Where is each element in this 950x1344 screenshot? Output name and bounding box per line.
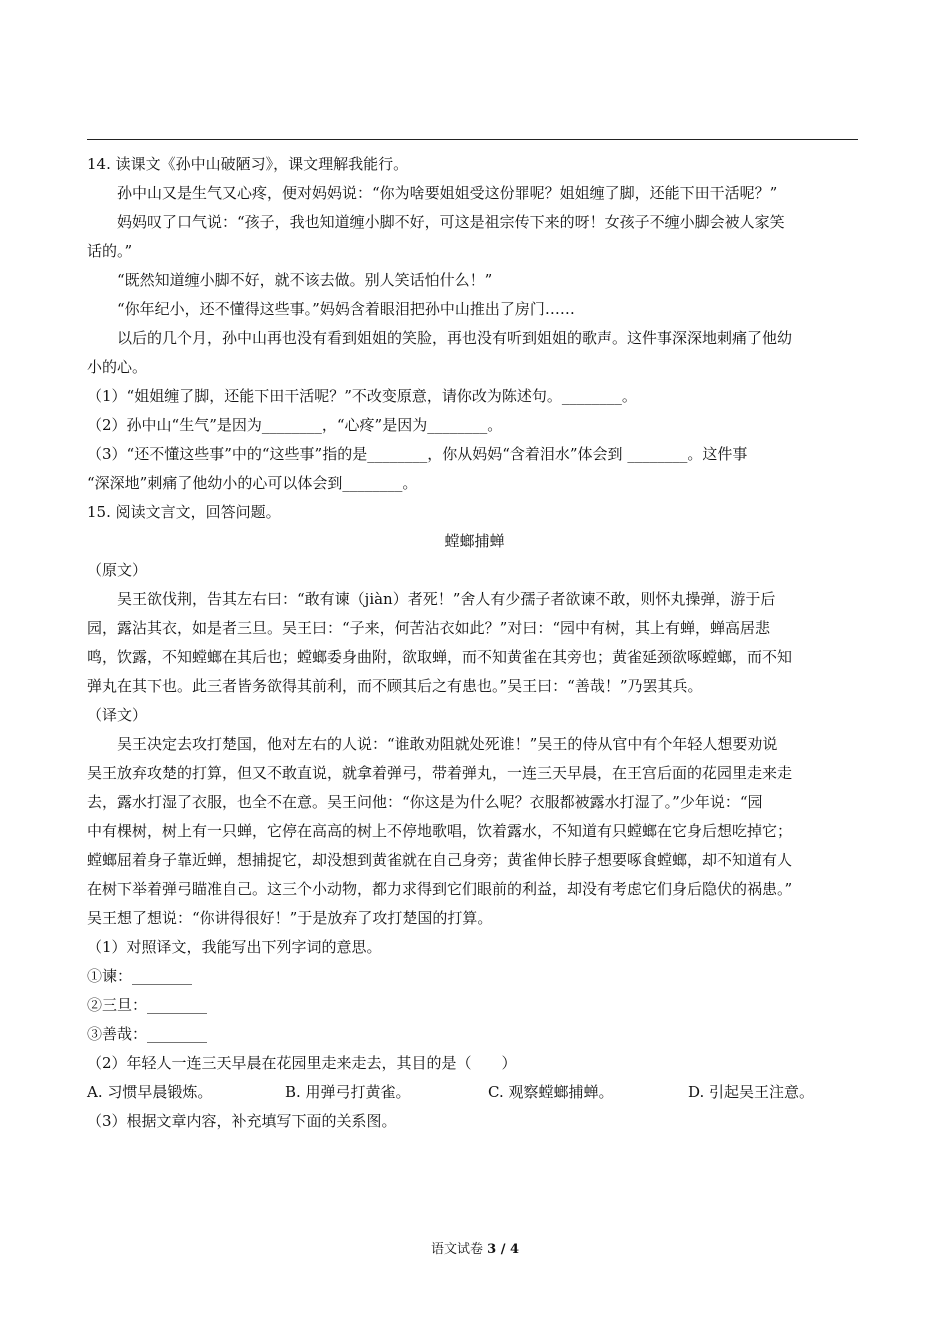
original-text-line: 园，露沾其衣，如是者三旦。吴王曰：“子来，何苦沾衣如此？”对曰：“园中有树，其上有蝉，蝉高居悲 [87, 619, 771, 637]
q14-passage-line: “你年纪小，还不懂得这些事。”妈妈含着眼泪把孙中山推出了房门…… [117, 300, 575, 318]
page-footer [0, 1238, 950, 1257]
q14-sub-question-3: （3）“还不懂这些事”中的“这些事”指的是________，你从妈妈“含着泪水”体会到 ________。这件事 [87, 445, 748, 463]
translation-text-line: 在树下举着弹弓瞄准自己。这三个小动物，都力求得到它们眼前的利益，却没有考虑它们身后隐伏的祸患。” [87, 880, 793, 898]
vocab-item: ②三旦：________ [87, 996, 208, 1014]
original-text-line: 吴王欲伐荆，告其左右曰：“敢有谏（jiàn）者死！”舍人有少孺子者欲谏不敢，则怀丸操弹，游于后 [117, 590, 776, 608]
q14-sub-question-1: （1）“姐姐缠了脚，还能下田干活呢？”不改变原意，请你改为陈述句。________。 [87, 387, 637, 405]
q14-passage-line: 小的心。 [87, 358, 148, 376]
question-14-title: 14. 读课文《孙中山破陋习》，课文理解我能行。 [87, 155, 409, 173]
question-15-title: 15. 阅读文言文，回答问题。 [87, 503, 281, 521]
option-b: B. 用弹弓打黄雀。 [285, 1083, 411, 1101]
translation-text-line: 吴王放弃攻楚的打算，但又不敢直说，就拿着弹弓，带着弹丸，一连三天早晨，在王宫后面的花园里走来走 [87, 764, 793, 782]
q14-sub-question-2: （2）孙中山“生气”是因为________，“心疼”是因为________。 [87, 416, 503, 434]
passage-title: 螳螂捕蝉 [444, 532, 505, 550]
q14-sub-question-3-cont: “深深地”刺痛了他幼小的心可以体会到________。 [87, 474, 418, 492]
vocab-item: ①谏：________ [87, 967, 193, 985]
original-text-line: 鸣，饮露，不知螳螂在其后也；螳螂委身曲附，欲取蝉，而不知黄雀在其旁也；黄雀延颈欲啄螳螂，而不知 [87, 648, 793, 666]
q15-sub-question-2: （2）年轻人一连三天早晨在花园里走来走去，其目的是（ ） [87, 1054, 517, 1072]
q14-passage-line: “既然知道缠小脚不好，就不该去做。别人笑话怕什么！” [117, 271, 493, 289]
option-d: D. 引起吴王注意。 [688, 1083, 815, 1101]
q15-sub-question-1: （1）对照译文，我能写出下列字词的意思。 [87, 938, 382, 956]
translation-text-line: 吴王想了想说：“你讲得很好！”于是放弃了攻打楚国的打算。 [87, 909, 493, 927]
vocab-item: ③善哉：________ [87, 1025, 208, 1043]
translation-text-line: 吴王决定去攻打楚国，他对左右的人说：“谁敢劝阻就处死谁！”吴王的侍从官中有个年轻人想要劝说 [117, 735, 778, 753]
translation-text-line: 螳螂屈着身子靠近蝉，想捕捉它，却没想到黄雀就在自己身旁；黄雀伸长脖子想要啄食螳螂，却不知道有人 [87, 851, 793, 869]
option-c: C. 观察螳螂捕蝉。 [488, 1083, 614, 1101]
choice-options [87, 1078, 862, 1107]
option-a: A. 习惯早晨锻炼。 [87, 1083, 213, 1101]
translation-text-line: 去，露水打湿了衣服，也全不在意。吴王问他：“你这是为什么呢？衣服都被露水打湿了。”少年说：“园 [87, 793, 763, 811]
translation-text-line: 中有棵树，树上有一只蝉，它停在高高的树上不停地歌唱，饮着露水，不知道有只螳螂在它身后想吃掉它； [87, 822, 793, 840]
page-number: 3 / 4 [487, 1242, 520, 1257]
page-content [87, 150, 862, 1136]
q14-passage-line: 孙中山又是生气又心疼，便对妈妈说：“你为啥要姐姐受这份罪呢？姐姐缠了脚，还能下田干活呢？” [117, 184, 778, 202]
footer-label: 语文试卷 [430, 1242, 488, 1257]
original-label: （原文） [87, 561, 148, 579]
q15-sub-question-3: （3）根据文章内容，补充填写下面的关系图。 [87, 1112, 397, 1130]
original-text-line: 弹丸在其下也。此三者皆务欲得其前利，而不顾其后之有患也。”吴王曰：“善哉！”乃罢其兵。 [87, 677, 703, 695]
translation-label: （译文） [87, 706, 148, 724]
q14-passage-line: 以后的几个月，孙中山再也没有看到姐姐的笑脸，再也没有听到姐姐的歌声。这件事深深地刺痛了他幼 [117, 329, 793, 347]
header-divider [87, 139, 858, 140]
q14-passage-line: 话的。” [87, 242, 133, 260]
q14-passage-line: 妈妈叹了口气说：“孩子，我也知道缠小脚不好，可这是祖宗传下来的呀！女孩子不缠小脚会被人家笑 [117, 213, 785, 231]
